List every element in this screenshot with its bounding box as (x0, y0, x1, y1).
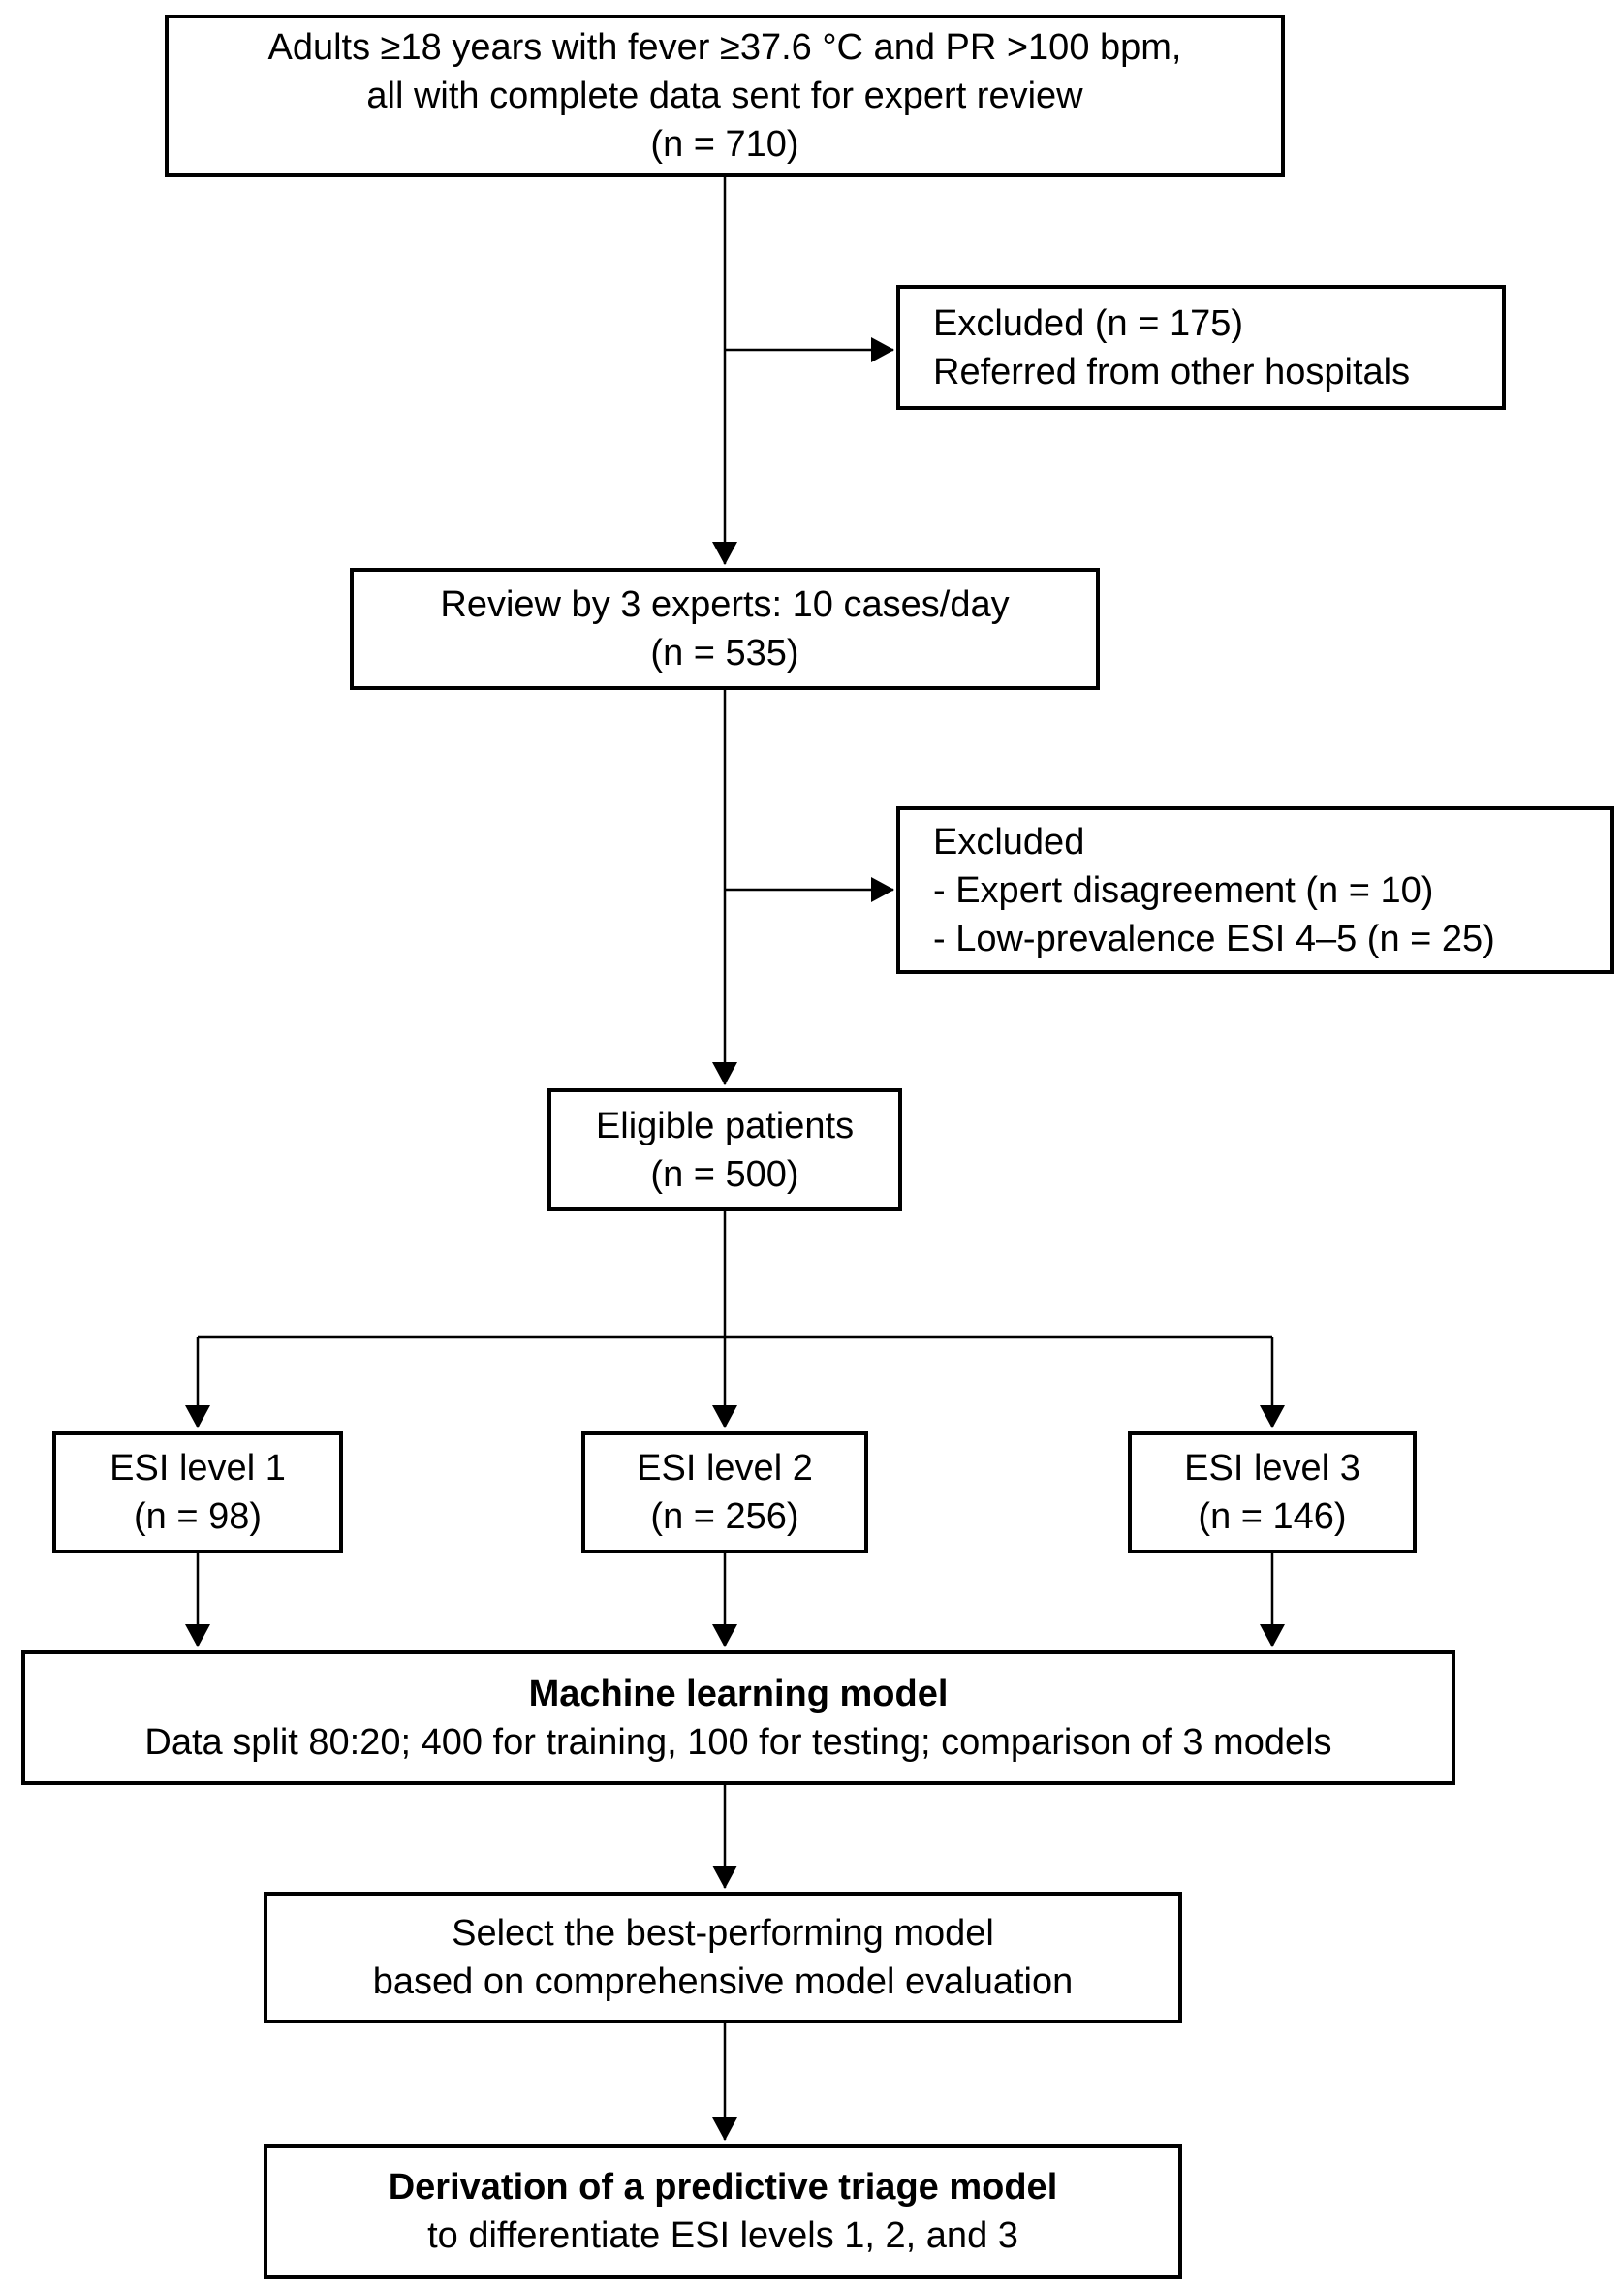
box-text-line: Data split 80:20; 400 for training, 100 for testing; comparison of 3 models (144, 1721, 1332, 1763)
box-text-line: to differentiate ESI levels 1, 2, and 3 (427, 2215, 1018, 2256)
box-text-line: - Expert disagreement (n = 10) (933, 869, 1434, 911)
box-text-line: Excluded (n = 175) (933, 302, 1244, 344)
box-text-line: (n = 256) (650, 1496, 799, 1537)
box-excluded-referrals (896, 285, 1506, 410)
box-expert-review (350, 568, 1100, 690)
box-eligible-patients (547, 1088, 902, 1211)
box-text-line: Review by 3 experts: 10 cases/day (440, 584, 1010, 625)
box-text-line: (n = 500) (650, 1153, 799, 1195)
box-text-line: ESI level 1 (109, 1448, 286, 1489)
box-title-line: Derivation of a predictive triage model (388, 2167, 1058, 2208)
box-text-line: Eligible patients (595, 1105, 855, 1146)
box-text-line: (n = 98) (133, 1496, 263, 1537)
box-title-line: Machine learning model (528, 1673, 949, 1714)
box-text-line: ESI level 2 (637, 1448, 813, 1489)
box-text-line: based on comprehensive model evaluation (372, 1961, 1074, 2002)
box-excluded-other (896, 806, 1614, 974)
box-text-line: (n = 535) (650, 633, 799, 674)
box-text-line: ESI level 3 (1184, 1448, 1360, 1489)
box-machine-learning-model (21, 1650, 1455, 1785)
box-text-line: - Low-prevalence ESI 4–5 (n = 25) (933, 918, 1495, 959)
box-esi-level-2 (581, 1431, 868, 1553)
box-esi-level-3 (1128, 1431, 1417, 1553)
box-select-best-model (264, 1892, 1182, 2023)
box-text-line: Referred from other hospitals (933, 351, 1411, 392)
box-population (165, 15, 1285, 177)
box-text-line: (n = 710) (650, 124, 799, 165)
box-text-line: Adults ≥18 years with fever ≥37.6 °C and PR >100 bpm, (267, 27, 1182, 68)
box-derivation-triage-model (264, 2144, 1182, 2279)
box-text-line: Select the best-performing model (452, 1913, 994, 1954)
box-text-line: (n = 146) (1198, 1496, 1347, 1537)
box-esi-level-1 (52, 1431, 343, 1553)
box-text-line: Excluded (933, 821, 1085, 862)
box-text-line: all with complete data sent for expert review (366, 76, 1083, 116)
